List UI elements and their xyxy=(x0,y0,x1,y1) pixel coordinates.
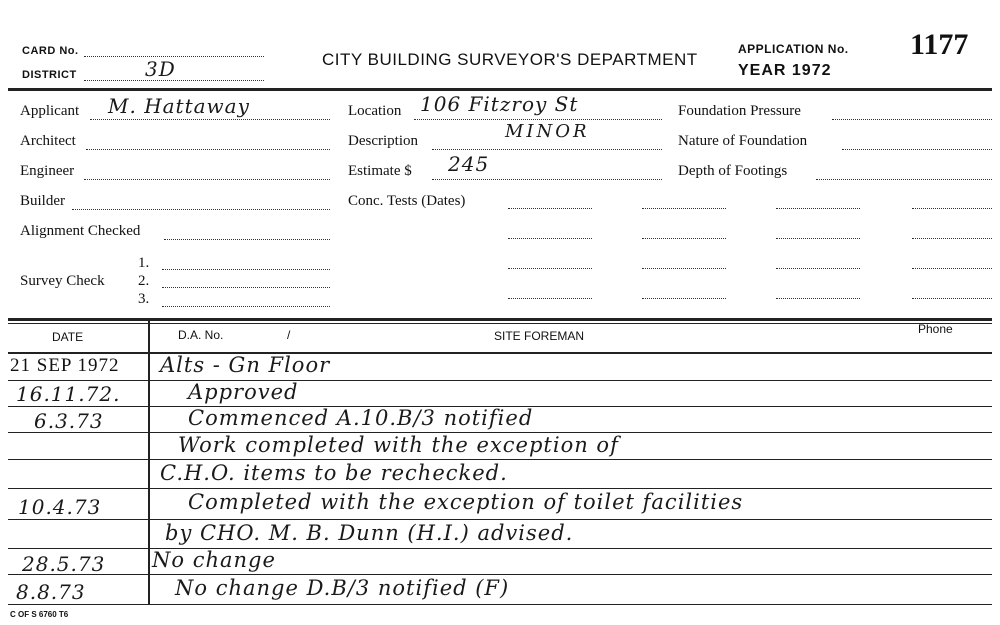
applicant-line xyxy=(90,119,330,120)
log-entry: Alts - Gn Floor xyxy=(160,353,331,377)
row-rule xyxy=(8,488,992,489)
log-date: 8.8.73 xyxy=(16,580,86,604)
date-column-divider xyxy=(148,321,150,605)
log-entry: C.H.O. items to be rechecked. xyxy=(160,461,508,485)
survey-line-2 xyxy=(162,287,330,288)
alignment-label: Alignment Checked xyxy=(20,223,141,239)
log-date: 21 SEP 1972 xyxy=(10,355,120,376)
da-header: D.A. No. xyxy=(178,328,224,342)
alignment-line xyxy=(164,239,330,240)
conc-test-line xyxy=(508,208,592,209)
log-entry: Completed with the exception of toilet facilities xyxy=(188,490,744,514)
conc-test-line xyxy=(776,298,860,299)
architect-label: Architect xyxy=(20,133,76,149)
log-header-rule xyxy=(8,352,992,354)
engineer-line xyxy=(84,179,330,180)
conc-test-line xyxy=(508,238,592,239)
phone-header: Phone xyxy=(918,322,953,336)
log-entry: No change xyxy=(152,548,276,572)
application-number: 1177 xyxy=(910,28,969,61)
survey-line-1 xyxy=(162,269,330,270)
log-entry: Commenced A.10.B/3 notified xyxy=(188,406,534,430)
estimate-line xyxy=(432,179,662,180)
conc-test-line xyxy=(642,268,726,269)
description-line xyxy=(432,149,662,150)
builder-line xyxy=(72,209,330,210)
log-date: 6.3.73 xyxy=(34,409,104,433)
conc-test-line xyxy=(776,238,860,239)
depth-footings-line xyxy=(816,179,992,180)
conc-test-line xyxy=(508,268,592,269)
estimate-value: 245 xyxy=(448,152,490,176)
log-entry: Approved xyxy=(188,380,299,404)
row-rule xyxy=(8,519,992,520)
conc-test-line xyxy=(912,268,992,269)
location-label: Location xyxy=(348,103,402,119)
conc-test-line xyxy=(642,298,726,299)
engineer-label: Engineer xyxy=(20,163,75,179)
survey-line-3 xyxy=(162,306,330,307)
conc-test-line xyxy=(912,298,992,299)
estimate-label: Estimate $ xyxy=(348,163,412,179)
department-title: CITY BUILDING SURVEYOR'S DEPARTMENT xyxy=(322,50,698,69)
application-label: APPLICATION No. xyxy=(738,42,849,56)
conc-test-line xyxy=(508,298,592,299)
conc-test-line xyxy=(642,238,726,239)
district-label: DISTRICT xyxy=(22,69,77,81)
da-slash: / xyxy=(287,328,291,342)
log-date: 16.11.72. xyxy=(16,382,121,406)
location-line xyxy=(414,119,662,120)
conc-test-line xyxy=(776,268,860,269)
log-entry: No change D.B/3 notified (F) xyxy=(175,576,510,600)
survey-item-1: 1. xyxy=(138,255,150,271)
header-rule xyxy=(8,88,992,91)
survey-item-2: 2. xyxy=(138,273,150,289)
architect-line xyxy=(86,149,330,150)
row-rule xyxy=(8,574,992,575)
row-rule xyxy=(8,459,992,460)
survey-label: Survey Check xyxy=(20,273,105,289)
date-header: DATE xyxy=(52,330,84,344)
foundation-pressure-label: Foundation Pressure xyxy=(678,103,801,119)
conc-test-line xyxy=(642,208,726,209)
row-rule xyxy=(8,604,992,605)
applicant-value: M. Hattaway xyxy=(108,94,250,118)
log-entry: Work completed with the exception of xyxy=(178,433,619,457)
applicant-label: Applicant xyxy=(20,103,80,119)
builder-label: Builder xyxy=(20,193,65,209)
nature-foundation-line xyxy=(842,149,992,150)
conc-tests-label: Conc. Tests (Dates) xyxy=(348,193,466,209)
foundation-pressure-line xyxy=(832,119,992,120)
form-code: C OF S 6760 T6 xyxy=(10,610,69,619)
log-top-rule xyxy=(8,318,992,321)
survey-item-3: 3. xyxy=(138,291,150,307)
foreman-header: SITE FOREMAN xyxy=(494,329,585,343)
log-date: 10.4.73 xyxy=(18,495,102,519)
description-value: MINOR xyxy=(505,121,590,142)
district-value: 3D xyxy=(145,57,176,81)
location-value: 106 Fitzroy St xyxy=(420,92,579,116)
nature-foundation-label: Nature of Foundation xyxy=(678,133,808,149)
card-no-label: CARD No. xyxy=(22,45,79,57)
depth-footings-label: Depth of Footings xyxy=(678,163,788,179)
log-entry: by CHO. M. B. Dunn (H.I.) advised. xyxy=(165,521,574,545)
conc-test-line xyxy=(776,208,860,209)
conc-test-line xyxy=(912,238,992,239)
description-label: Description xyxy=(348,133,418,149)
row-rule xyxy=(8,380,992,381)
year-label: YEAR 1972 xyxy=(738,62,832,79)
log-date: 28.5.73 xyxy=(22,552,106,576)
log-top-rule-thin xyxy=(8,323,992,324)
conc-test-line xyxy=(912,208,992,209)
